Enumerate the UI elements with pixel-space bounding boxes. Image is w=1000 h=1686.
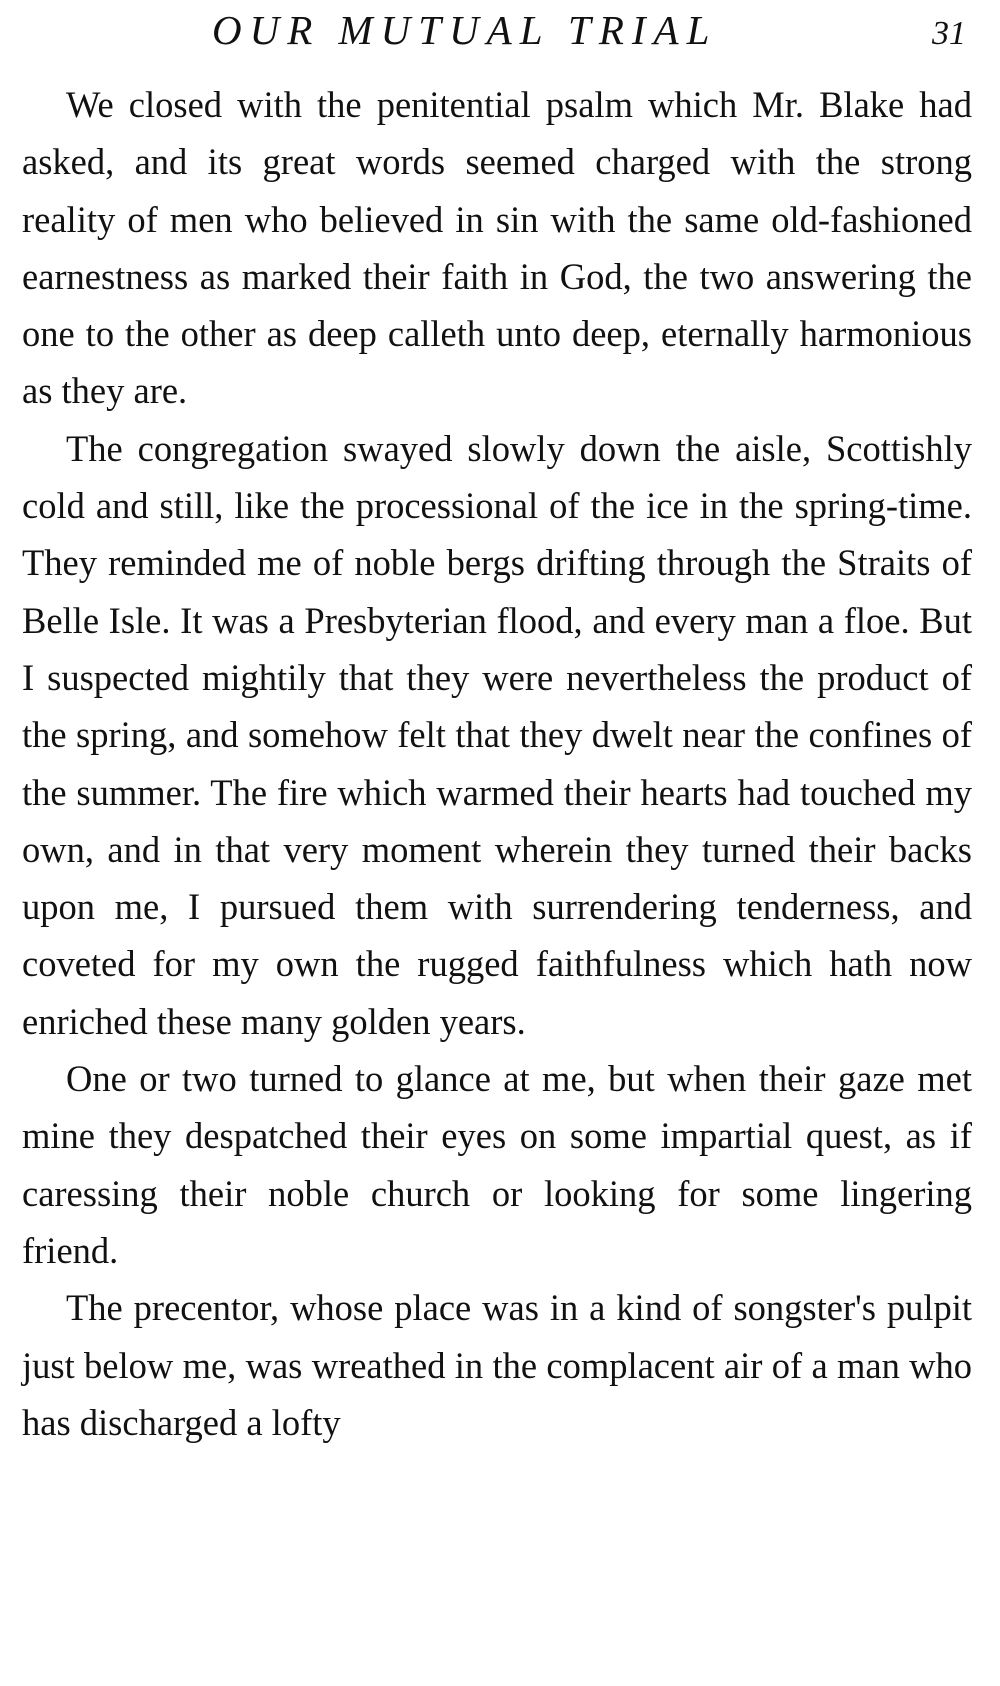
page-number: 31 — [932, 15, 966, 52]
body-text — [22, 76, 972, 1451]
paragraph: One or two turned to glance at me, but when their gaze met mine they despatched their eyes on some impartial quest, as if caressing their noble church or looking for some lingering friend. — [22, 1058, 972, 1271]
paragraph: The congregation swayed slowly down the aisle, Scottishly cold and still, like the processional of the ice in the spring-time. They reminded me of noble bergs drifting through the Straits of Belle Isle. It was a Presbyterian flood, and every man a floe. But I suspected mightily that they were nevertheless the product of the spring, and somehow felt that they dwelt near the confines of the summer. The fire which warmed their hearts had touched my own, and in that very moment wherein they turned their backs upon me, I pursued them with surrendering tenderness, and coveted for my own the rugged faithfulness which hath now enriched these many golden years. — [22, 427, 972, 1042]
paragraph: We closed with the penitential psalm which Mr. Blake had asked, and its great words seemed charged with the strong reality of men who believed in sin with the same old-fashioned earnestness as marked their faith in God, the two answering the one to the other as deep calleth unto deep, eternally harmonious as they are. — [22, 84, 972, 412]
running-title: OUR MUTUAL TRIAL — [212, 7, 718, 53]
book-page — [22, 0, 972, 1686]
page-header — [22, 4, 972, 56]
paragraph: The precentor, whose place was in a kind of songster's pulpit just below me, was wreathed in the complacent air of a man who has discharged a lofty — [22, 1287, 972, 1443]
